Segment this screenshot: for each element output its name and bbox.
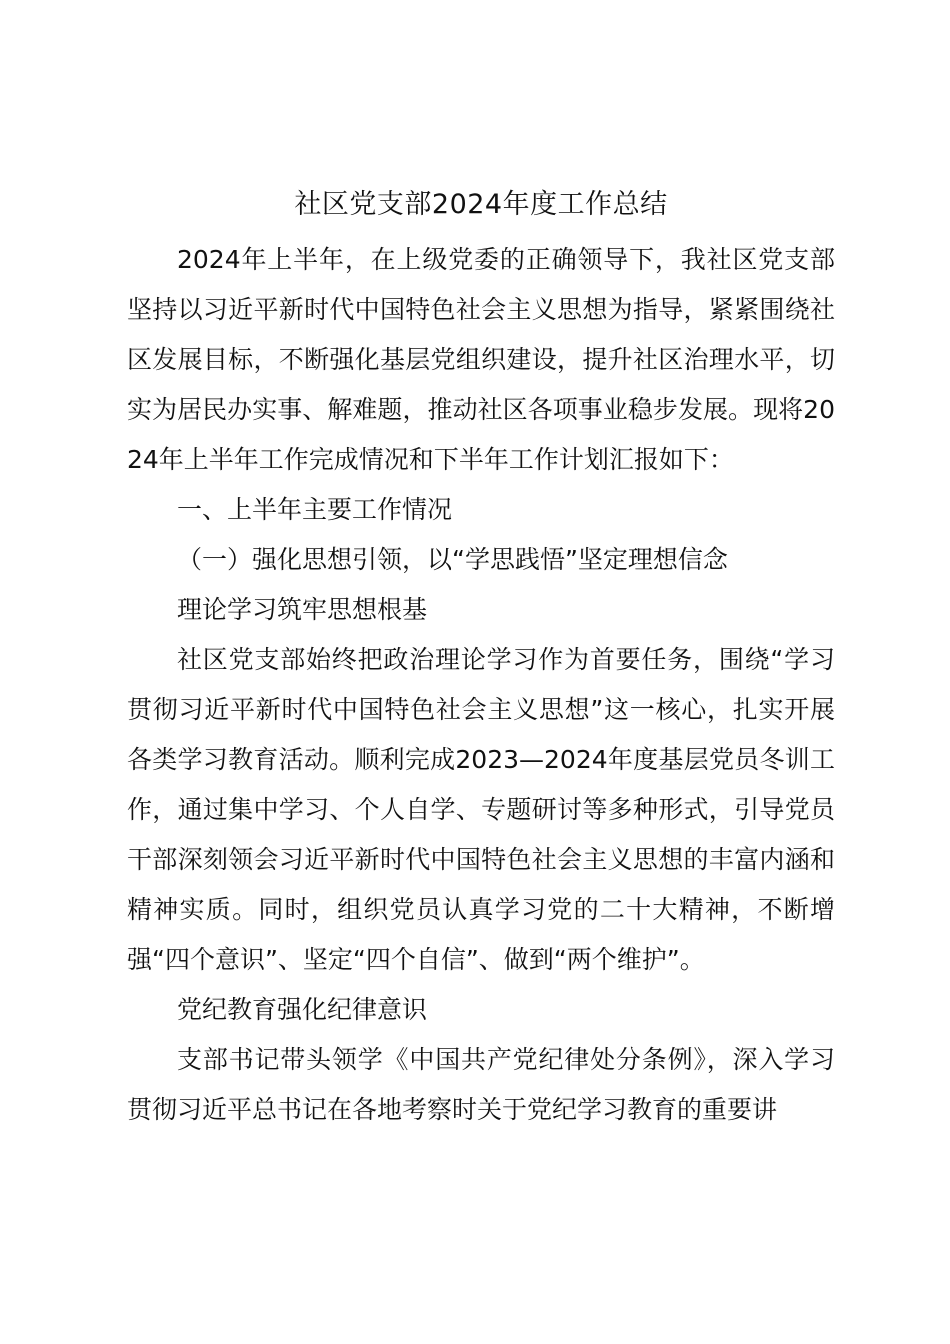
intro-paragraph: 2024年上半年，在上级党委的正确领导下，我社区党支部坚持以习近平新时代中国特色社会主义思想为指导，紧紧围绕社区发展目标，不断强化基层党组织建设，提升社区治理水平，切实为居民办实事、解难题，推动社区各项事业稳步发展。现将2024年上半年工作完成情况和下半年工作计划汇报如下： [127,245,835,474]
topic-heading-theory-study: 理论学习筑牢思想根基 [177,595,428,624]
body-paragraph-discipline: 支部书记带头领学《中国共产党纪律处分条例》，深入学习贯彻习近平总书记在各地考察时关于党纪学习教育的重要讲 [127,1045,835,1124]
topic-heading-discipline: 党纪教育强化纪律意识 [177,995,428,1024]
document-title: 社区党支部2024年度工作总结 [294,189,668,220]
body-paragraph-theory-study: 社区党支部始终把政治理论学习作为首要任务，围绕“学习贯彻习近平新时代中国特色社会主义思想”这一核心，扎实开展各类学习教育活动。顺利完成2023—2024年度基层党员冬训工作，通过集中学习、个人自学、专题研讨等多种形式，引导党员干部深刻领会习近平新时代中国特色社会主义思想的丰富内涵和精神实质。同时，组织党员认真学习党的二十大精神，不断增强“四个意识”、坚定“四个自信”、做到“两个维护”。 [127,645,835,974]
subsection-heading-1: （一）强化思想引领，以“学思践悟”坚定理想信念 [177,545,728,574]
document-body [127,183,835,1135]
section-heading-1: 一、上半年主要工作情况 [177,495,453,524]
